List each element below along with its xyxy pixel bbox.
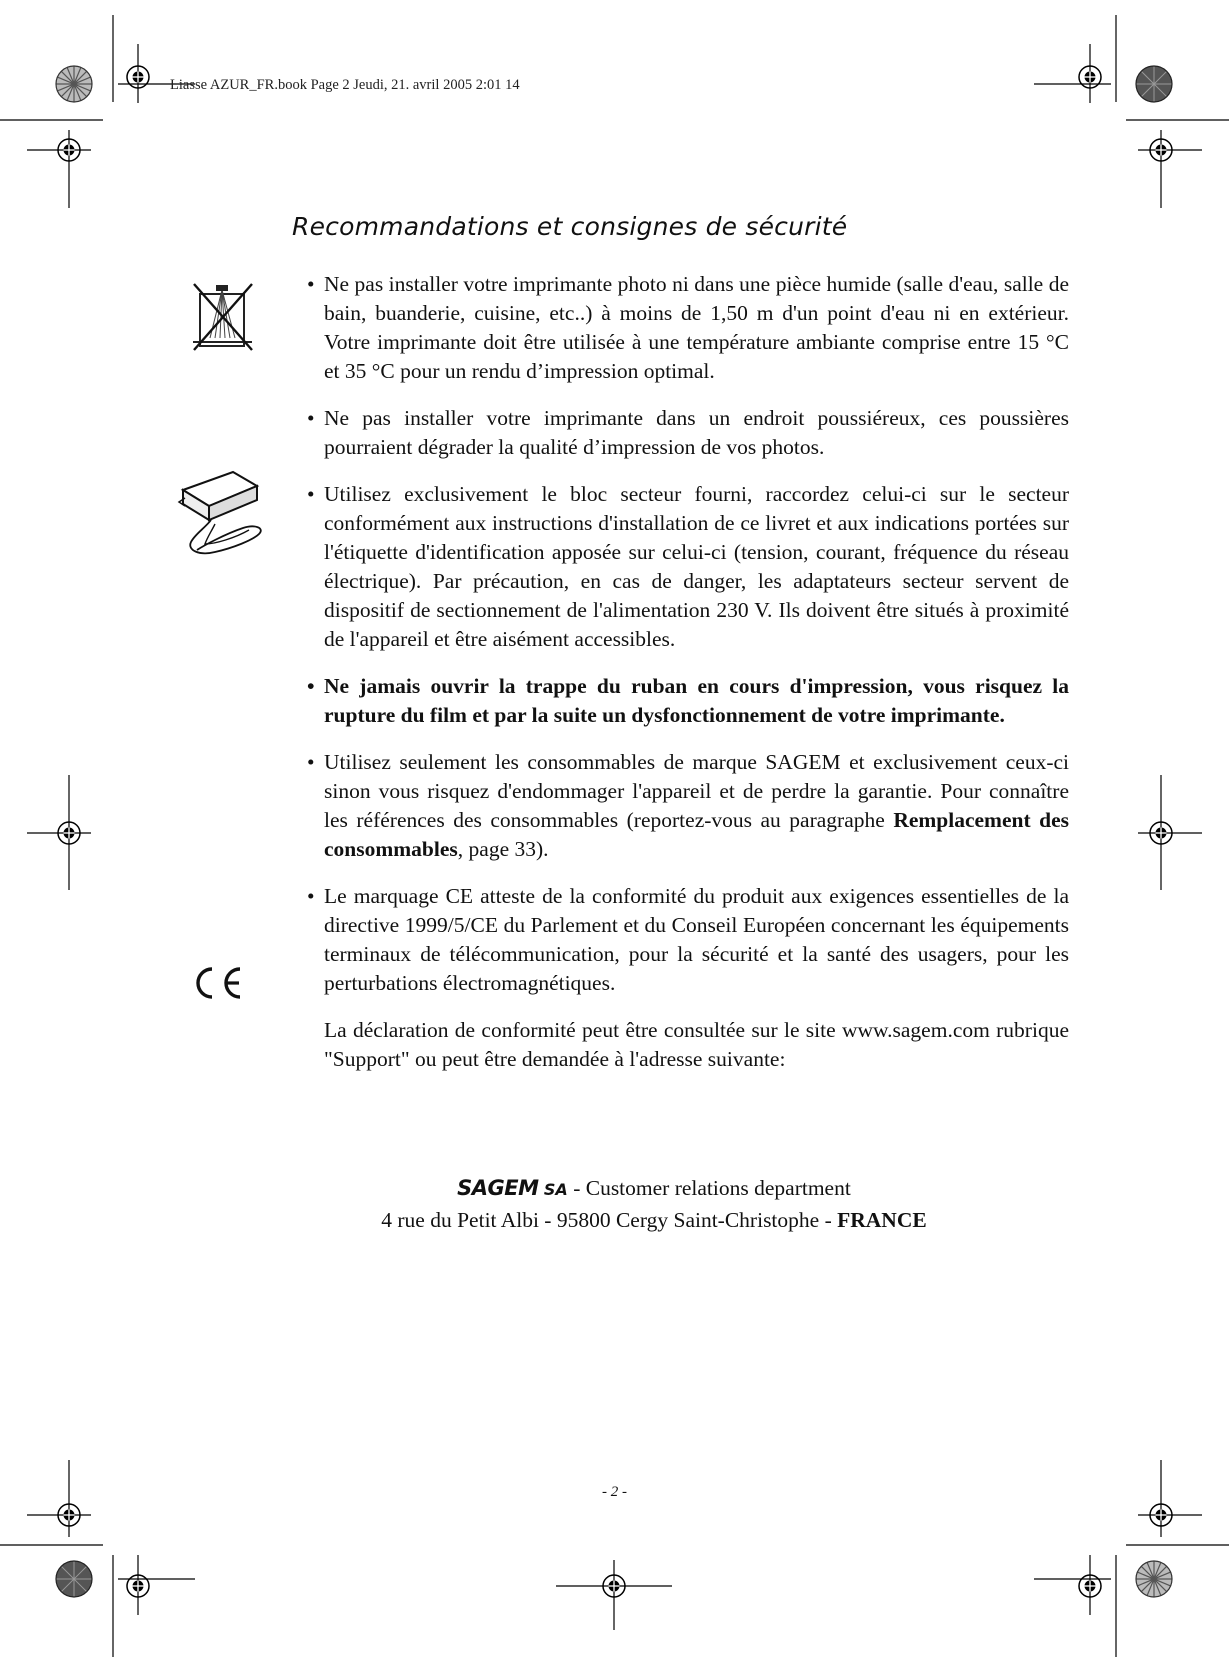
page-number: - 2 - [602, 1484, 627, 1500]
paragraph-declaration [307, 1016, 1069, 1074]
sagem-logo: SAGEM [457, 1176, 539, 1200]
paragraph-ce [307, 882, 1069, 998]
bullet: • [307, 482, 315, 506]
paragraph-text: , page 33). [457, 837, 549, 861]
ce-mark-icon [190, 963, 250, 1003]
paragraph-text: Le marquage CE atteste de la conformité du produit aux exigences essentielles de la directive 1999/5/CE du Parlement et du Conseil Européen concernant les équipements terminaux de télécommunication, pour la sécurité et la santé des usagers, pour les perturbations électromagnétiques. [324, 884, 1069, 995]
book-header: Liasse AZUR_FR.book Page 2 Jeudi, 21. avril 2005 2:01 14 [170, 77, 520, 93]
paragraph-power [307, 480, 1069, 654]
paragraph-text: Ne pas installer votre imprimante dans un endroit poussiéreux, ces poussières pourraient dégrader la qualité d’impression de vos photos. [324, 406, 1069, 459]
paragraph-text: La déclaration de conformité peut être consultée sur le site www.sagem.com rubrique "Support" ou peut être demandée à l'adresse suivante: [324, 1018, 1069, 1071]
paragraph-dust [307, 404, 1069, 462]
paragraph-text: Utilisez exclusivement le bloc secteur fourni, raccordez celui-ci sur le secteur conformément aux instructions d'installation de ce livret et aux indications portées sur l'étiquette d'identification apposée sur celui-ci (tension, courant, fréquence du réseau électrique). Par précaution, en cas de danger, les adaptateurs secteur servent de dispositif de sectionnement de l'alimentation 230 V. Ils doivent être situés à proximité de l'appareil et être aisément accessibles. [324, 482, 1069, 651]
paragraph-text: Utilisez seulement les consommables de marque SAGEM et exclusivement ceux-ci sinon vous risquez d'endommager l'appareil et de perdre la garantie. Pour connaître les références des consommables (reportez-vous au paragraphe [324, 750, 1069, 832]
bullet: • [307, 674, 315, 698]
sagem-logo-suffix: SA [543, 1180, 568, 1199]
no-water-icon [188, 280, 258, 352]
company-address [300, 1173, 1008, 1236]
bullet: • [307, 272, 315, 296]
paragraph-humidity [307, 270, 1069, 386]
address-line-2 [300, 1205, 1008, 1236]
power-adapter-icon [175, 468, 275, 560]
bullet: • [307, 884, 315, 908]
address-country: FRANCE [837, 1208, 927, 1232]
bullet: • [307, 750, 315, 774]
bullet: • [307, 406, 315, 430]
paragraph-text: Ne pas installer votre imprimante photo ni dans une pièce humide (salle d'eau, salle de bain, buanderie, cuisine, etc..) à moins de 1,50 m d'un point d'eau ni en extérieur. Votre imprimante doit être utilisée à une température ambiante comprise entre 15 °C et 35 °C pour un rendu d’impression optimal. [324, 272, 1069, 383]
section-reference: Remplacement des consommables [324, 808, 1069, 861]
address-line-1 [300, 1173, 1008, 1205]
paragraph-text: Ne jamais ouvrir la trappe du ruban en cours d'impression, vous risquez la rupture du film et par la suite un dysfonctionnement de votre imprimante. [324, 674, 1069, 727]
safety-content [307, 270, 1069, 1092]
paragraph-consumables [307, 748, 1069, 864]
paragraph-ribbon-warning [307, 672, 1069, 730]
address-street: 4 rue du Petit Albi - 95800 Cergy Saint-Christophe - [381, 1208, 838, 1232]
address-department: - Customer relations department [567, 1176, 851, 1200]
page-title: Recommandations et consignes de sécurité [292, 212, 848, 241]
